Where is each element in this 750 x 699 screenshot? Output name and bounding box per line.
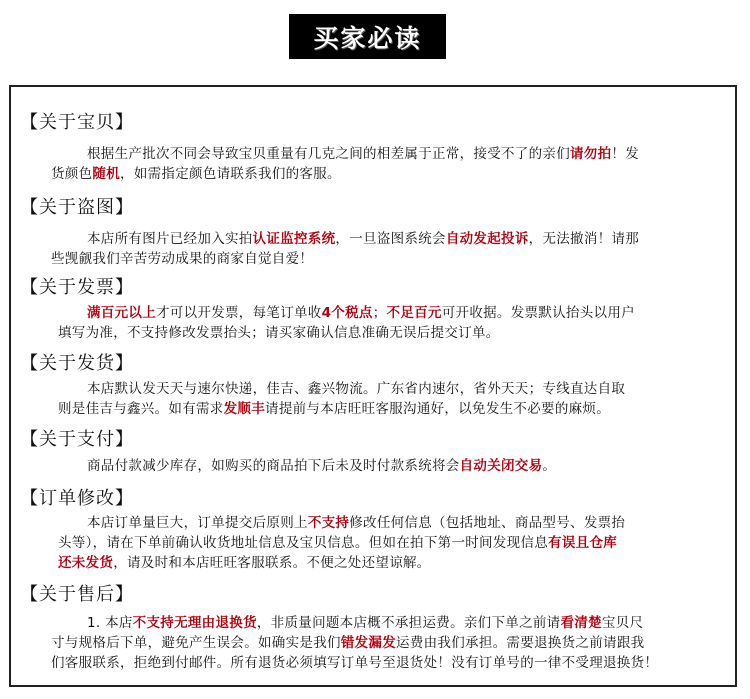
text-run: ，如需指定颜色请联系我们的客服。 bbox=[120, 166, 341, 182]
text-run: 1. 本店 bbox=[87, 615, 133, 631]
text-line bbox=[87, 379, 625, 399]
text-line bbox=[87, 303, 635, 323]
text-run: 运费由我们承担。需要退换货之前请跟我 bbox=[396, 635, 645, 651]
highlight-text: 有误且仓库 bbox=[548, 535, 618, 551]
text-line bbox=[51, 633, 644, 653]
text-run: ，请及时和本店旺旺客服联系。不便之处还望谅解。 bbox=[113, 555, 431, 571]
text-run: 本店所有图片已经加入实拍 bbox=[87, 231, 253, 247]
highlight-text: 还未发货 bbox=[58, 555, 114, 571]
text-run: ，无法撤消！请那 bbox=[528, 231, 640, 247]
page-title: 买家必读 bbox=[313, 23, 422, 53]
text-run: 才可以开发票，每笔订单收 bbox=[156, 305, 322, 321]
text-line bbox=[51, 249, 313, 269]
text-run: 宝贝尺 bbox=[601, 615, 644, 631]
text-run: 商品付款减少库存，如购买的商品拍下后未及时付款系统将会 bbox=[87, 458, 460, 474]
highlight-text: 不支持无理由退换货 bbox=[132, 615, 257, 631]
text-line bbox=[87, 229, 639, 249]
highlight-text: 请勿拍 bbox=[570, 146, 612, 162]
text-run: 根据生产批次不同会导致宝贝重量有几克之间的相差属于正常，接受不了的亲们 bbox=[87, 146, 570, 162]
highlight-text: 自动发起投诉 bbox=[445, 231, 529, 247]
text-run: 修改任何信息（包括地址、商品型号、发票抬 bbox=[349, 515, 626, 531]
text-run: 填写为准，不支持修改发票抬头；请买家确认信息准确无误后提交订单。 bbox=[58, 325, 500, 341]
section-head-baobei: 【关于宝贝】 bbox=[20, 112, 134, 133]
highlight-text: 4个税点 bbox=[321, 305, 373, 321]
text-line bbox=[58, 553, 431, 573]
text-run: ，非质量问题本店概不承担运费。亲们下单之前请 bbox=[256, 615, 561, 631]
text-run: ，一旦盗图系统会 bbox=[335, 231, 446, 247]
text-line bbox=[51, 653, 658, 673]
text-line bbox=[87, 613, 643, 633]
section-head-fahuo: 【关于发货】 bbox=[20, 353, 134, 374]
highlight-text: 认证监控系统 bbox=[252, 231, 336, 247]
highlight-text: 随机 bbox=[92, 166, 121, 182]
section-head-zhifu: 【关于支付】 bbox=[20, 429, 134, 450]
title-banner bbox=[289, 14, 446, 59]
text-line bbox=[87, 144, 639, 164]
text-line bbox=[58, 533, 617, 553]
highlight-text: 不足百元 bbox=[386, 305, 442, 321]
text-run: 则是佳吉与鑫兴。如有需求 bbox=[58, 401, 224, 417]
text-run: 们客服联系，拒绝到付邮件。所有退货必须填写订单号至退货处！没有订单号的一律不受理退换货！ bbox=[51, 655, 659, 671]
text-run: 些觊觎我们辛苦劳动成果的商家自觉自爱！ bbox=[51, 251, 314, 267]
text-run: 请提前与本店旺旺客服沟通好，以免发生不必要的麻烦。 bbox=[265, 401, 611, 417]
section-head-daotu: 【关于盗图】 bbox=[20, 197, 134, 218]
highlight-text: 不支持 bbox=[307, 515, 350, 531]
highlight-text: 自动关闭交易 bbox=[459, 458, 543, 474]
text-run: 本店默认发天天与速尔快递，佳吉、鑫兴物流。广东省内速尔，省外天天；专线直达自取 bbox=[87, 381, 626, 397]
section-head-shouhou: 【关于售后】 bbox=[20, 584, 134, 605]
text-line bbox=[87, 513, 625, 533]
highlight-text: 看清楚 bbox=[560, 615, 602, 631]
highlight-text: 满百元以上 bbox=[87, 305, 156, 321]
text-line bbox=[58, 399, 610, 419]
text-line bbox=[58, 323, 500, 343]
text-run: 。 bbox=[542, 458, 557, 474]
section-head-dingdan: 【订单修改】 bbox=[20, 488, 134, 509]
text-run: 可开收据。发票默认抬头以用户 bbox=[441, 305, 635, 321]
text-run: 头等），请在下单前确认收货地址信息及宝贝信息。但如在拍下第一时间发现信息 bbox=[58, 535, 549, 551]
highlight-text: 发顺丰 bbox=[223, 401, 266, 417]
text-run: 寸与规格后下单，避免产生误会。如确实是我们 bbox=[51, 635, 341, 651]
text-line bbox=[51, 164, 341, 184]
text-run: ； bbox=[372, 305, 387, 321]
text-run: ！发 bbox=[611, 146, 640, 162]
section-head-fapiao: 【关于发票】 bbox=[20, 277, 134, 298]
highlight-text: 错发漏发 bbox=[340, 635, 397, 651]
text-run: 本店订单量巨大，订单提交后原则上 bbox=[87, 515, 308, 531]
text-line bbox=[87, 456, 556, 476]
text-run: 货颜色 bbox=[51, 166, 93, 182]
